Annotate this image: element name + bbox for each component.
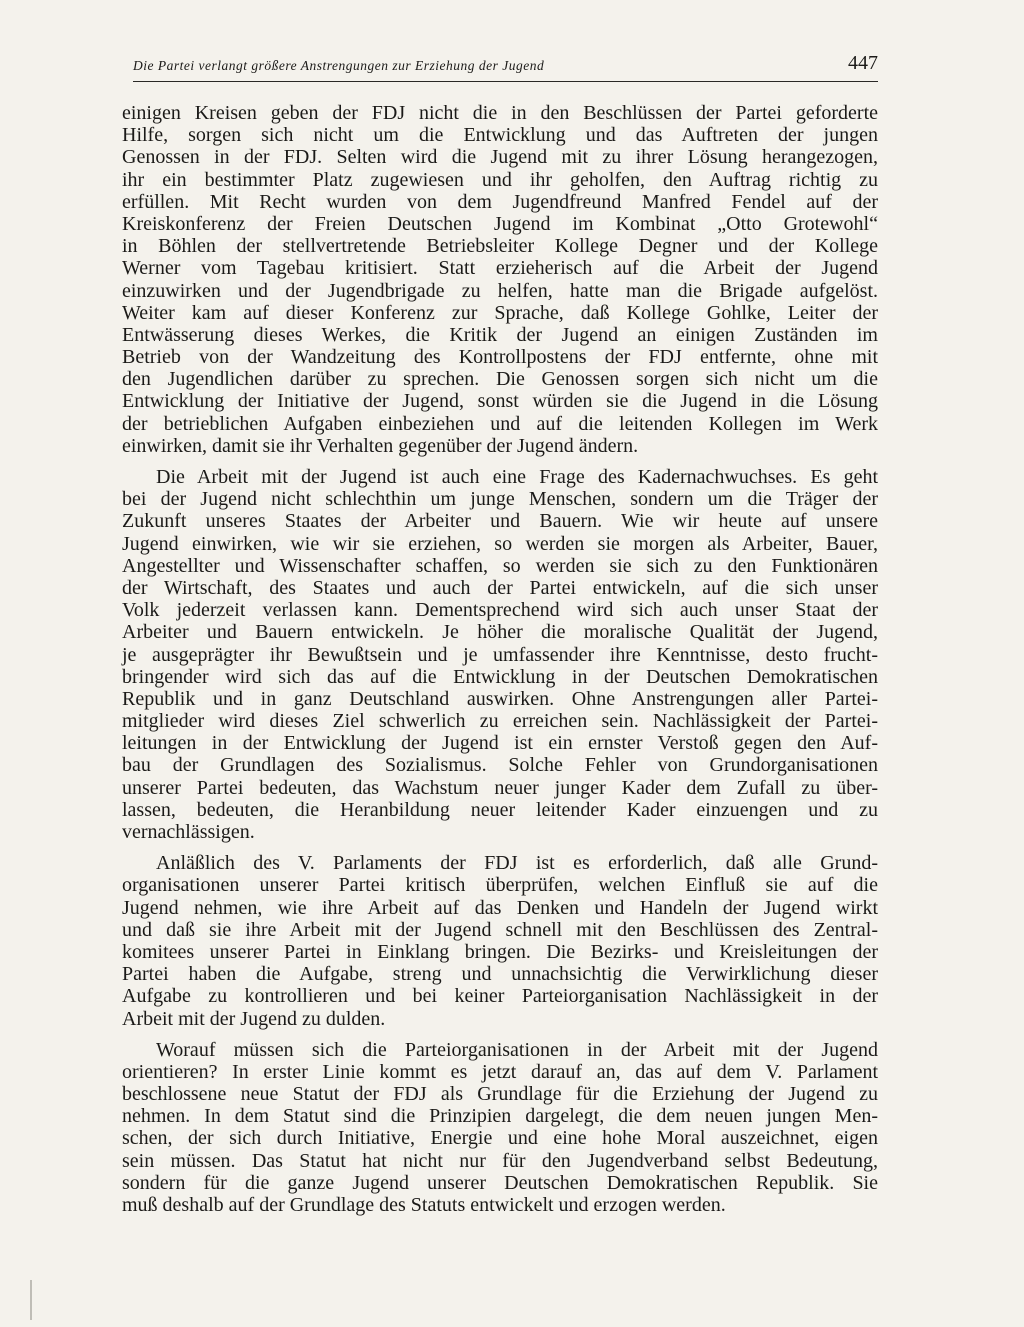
text-line: Aufgabe zu kontrollieren und bei keiner Parteiorganisation Nachlässigkeit in der: [122, 985, 878, 1008]
text-line: Hilfe, sorgen sich nicht um die Entwicklung und das Auftreten der jungen: [122, 124, 878, 147]
text-line: schen, der sich durch Initiative, Energie und eine hohe Moral auszeichnet, eigen: [122, 1127, 878, 1150]
header-rule: [133, 81, 878, 82]
text-line: den Jugendlichen darüber zu sprechen. Die Genossen sorgen sich nicht um die: [122, 368, 878, 391]
text-line: Jugend nehmen, wie ihre Arbeit auf das Denken und Handeln der Jugend wirkt: [122, 896, 878, 919]
text-line: Kreiskonferenz der Freien Deutschen Jugend im Kombinat „Otto Grotewohl“: [122, 212, 878, 235]
text-line: leitungen in der Entwicklung der Jugend ist ein ernster Verstoß gegen den Auf-: [122, 732, 878, 755]
text-line: je ausgeprägter ihr Bewußtsein und je umfassender ihre Kenntnisse, desto frucht-: [122, 643, 878, 666]
text-line: Entwicklung der Initiative der Jugend, sonst würden sie die Jugend in die Lösung: [122, 390, 878, 413]
text-line: und daß sie ihre Arbeit mit der Jugend schnell mit den Beschlüssen des Zentral-: [122, 918, 878, 941]
scan-margin-mark: [30, 1280, 32, 1320]
body-text: [122, 102, 878, 1225]
text-line: einigen Kreisen geben der FDJ nicht die in den Beschlüssen der Partei geforderte: [122, 102, 878, 124]
text-line: lassen, bedeuten, die Heranbildung neuer leitender Kader einzuengen und zu: [122, 798, 878, 821]
text-line: Arbeit mit der Jugend zu dulden.: [122, 1007, 386, 1030]
text-line: Volk jederzeit verlassen kann. Dementsprechend wird sich auch unser Staat der: [122, 599, 878, 622]
text-line: sondern für die ganze Jugend unserer Deutschen Demokratischen Republik. Sie: [122, 1171, 878, 1194]
text-line: Worauf müssen sich die Parteiorganisationen in der Arbeit mit der Jugend: [156, 1038, 878, 1061]
text-line: Angestellter und Wissenschafter schaffen, so werden sie sich zu den Funktionären: [122, 554, 878, 577]
text-line: Partei haben die Aufgabe, streng und unnachsichtig die Verwirklichung dieser: [122, 963, 878, 986]
text-line: Betrieb von der Wandzeitung des Kontrollpostens der FDJ entfernte, ohne mit: [122, 346, 878, 369]
text-line: vernachlässigen.: [122, 821, 255, 843]
text-line: Werner vom Tagebau kritisiert. Statt erzieherisch auf die Arbeit der Jugend: [122, 257, 878, 280]
text-line: Anläßlich des V. Parlaments der FDJ ist es erforderlich, daß alle Grund-: [156, 852, 878, 875]
text-line: der betrieblichen Aufgaben einbeziehen und auf die leitenden Kollegen im Werk: [122, 412, 878, 435]
paragraph: [122, 1039, 878, 1217]
text-line: komitees unserer Partei in Einklang bringen. Die Bezirks- und Kreisleitungen der: [122, 940, 878, 963]
running-title: Die Partei verlangt größere Anstrengungen zur Erziehung der Jugend: [133, 58, 545, 73]
text-line: sein müssen. Das Statut hat nicht nur für den Jugendverband selbst Bedeutung,: [122, 1149, 878, 1172]
text-line: Entwässerung dieses Werkes, die Kritik der Jugend an einigen Zuständen im: [122, 323, 878, 346]
text-line: bringender wird sich das auf die Entwicklung in der Deutschen Demokratischen: [122, 665, 878, 688]
paragraph: [122, 102, 878, 457]
text-line: bei der Jugend nicht schlechthin um junge Menschen, sondern um die Träger der: [122, 488, 878, 511]
running-head: [133, 52, 878, 84]
text-line: Jugend einwirken, wie wir sie erziehen, so werden sie morgen als Arbeiter, Bauer,: [122, 532, 878, 555]
text-line: beschlossene neue Statut der FDJ als Grundlage für die Erziehung der Jugend zu: [122, 1083, 878, 1106]
text-line: erfüllen. Mit Recht wurden von dem Jugendfreund Manfred Fendel auf der: [122, 190, 878, 213]
text-line: Zukunft unseres Staates der Arbeiter und Bauern. Wie wir heute auf unsere: [122, 510, 878, 533]
paragraph: [122, 852, 878, 1030]
text-line: ihr ein bestimmter Platz zugewiesen und ihr geholfen, den Auftrag richtig zu: [122, 168, 878, 191]
text-line: Republik und in ganz Deutschland auswirken. Ohne Anstrengungen aller Partei-: [122, 687, 878, 710]
text-line: einzuwirken und der Jugendbrigade zu helfen, hatte man die Brigade aufgelöst.: [122, 279, 878, 302]
paragraph: [122, 466, 878, 843]
text-line: bau der Grundlagen des Sozialismus. Solche Fehler von Grundorganisationen: [122, 754, 878, 777]
text-line: unserer Partei bedeuten, das Wachstum neuer junger Kader dem Zufall zu über-: [122, 776, 878, 799]
text-line: Arbeiter und Bauern entwickeln. Je höher die moralische Qualität der Jugend,: [122, 621, 878, 644]
text-line: einwirken, damit sie ihr Verhalten gegenüber der Jugend ändern.: [122, 434, 639, 457]
text-line: Weiter kam auf dieser Konferenz zur Sprache, daß Kollege Gohlke, Leiter der: [122, 301, 878, 324]
text-line: in Böhlen der stellvertretende Betriebsleiter Kollege Degner und der Kollege: [122, 235, 878, 258]
text-line: orientieren? In erster Linie kommt es jetzt darauf an, das auf dem V. Parlament: [122, 1060, 878, 1083]
text-line: der Wirtschaft, des Staates und auch der Partei entwickeln, auf die sich unser: [122, 576, 878, 599]
page-number: 447: [848, 52, 878, 74]
text-line: organisationen unserer Partei kritisch überprüfen, welchen Einfluß sie auf die: [122, 874, 878, 897]
text-line: Genossen in der FDJ. Selten wird die Jugend mit zu ihrer Lösung herangezogen,: [122, 146, 878, 169]
text-line: Die Arbeit mit der Jugend ist auch eine Frage des Kadernachwuchses. Es geht: [156, 466, 878, 488]
text-line: muß deshalb auf der Grundlage des Statuts entwickelt und erzogen werden.: [122, 1194, 726, 1216]
text-line: nehmen. In dem Statut sind die Prinzipien dargelegt, die dem neuen jungen Men-: [122, 1105, 878, 1128]
text-line: mitglieder wird dieses Ziel schwerlich zu erreichen sein. Nachlässigkeit der Partei-: [122, 710, 878, 733]
